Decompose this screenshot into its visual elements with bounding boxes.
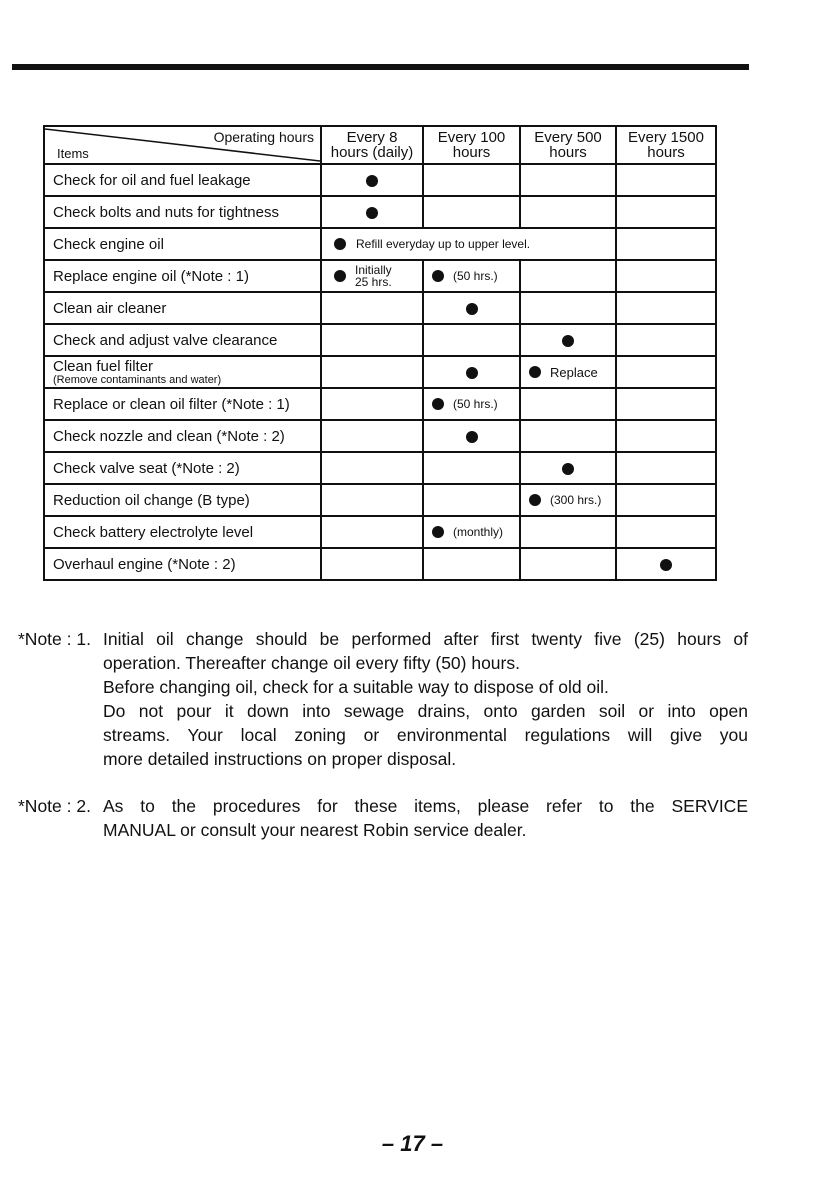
table-row: [44, 164, 716, 196]
note-body: As to the procedures for these items, please refer to the SERVICE MANUAL or consult your nearest Robin service dealer.: [103, 796, 748, 840]
table-row: [44, 452, 716, 484]
interval-note: (monthly): [453, 525, 504, 539]
check-dot-icon: [562, 335, 574, 347]
check-dot-icon: [466, 367, 478, 379]
note-label: *Note : 1.: [18, 629, 91, 649]
table-row: [44, 356, 716, 388]
note-label: *Note : 2.: [18, 796, 91, 816]
table-row: [44, 228, 716, 260]
check-dot-icon: [366, 175, 378, 187]
check-dot-icon: [366, 207, 378, 219]
check-dot-icon: [334, 270, 346, 282]
item-label: Check nozzle and clean (*Note : 2): [44, 420, 321, 452]
item-label: Check for oil and fuel leakage: [44, 164, 321, 196]
item-label: Overhaul engine (*Note : 2): [44, 548, 321, 580]
item-label: Check battery electrolyte level: [44, 516, 321, 548]
item-label: Replace or clean oil filter (*Note : 1): [44, 388, 321, 420]
check-dot-icon: [432, 270, 444, 282]
item-sub-label: (Remove contaminants and water): [53, 373, 222, 386]
interval-note: (300 hrs.): [550, 493, 602, 507]
check-dot-icon: [466, 303, 478, 315]
table-row: [44, 260, 716, 292]
check-dot-icon: [432, 526, 444, 538]
top-rule: [12, 64, 749, 70]
item-label: Reduction oil change (B type): [44, 484, 321, 516]
check-dot-icon: [529, 366, 541, 378]
page-number: – 17 –: [381, 1131, 444, 1156]
table-row: [44, 196, 716, 228]
item-label: Check and adjust valve clearance: [44, 324, 321, 356]
table-row: [44, 516, 716, 548]
refill-note: Refill everyday up to upper level.: [356, 237, 531, 251]
table-row: [44, 324, 716, 356]
maintenance-schedule-table: [43, 125, 717, 581]
col-header-500: Every 500 hours: [520, 126, 616, 164]
check-dot-icon: [334, 238, 346, 250]
check-dot-icon: [660, 559, 672, 571]
item-label: Clean fuel filter (Remove contaminants and water): [44, 356, 321, 388]
header-corner-cell: [44, 126, 321, 164]
item-label: Check valve seat (*Note : 2): [44, 452, 321, 484]
items-label: Items: [57, 146, 89, 161]
col-header-100: Every 100 hours: [423, 126, 520, 164]
table-row: [44, 388, 716, 420]
operating-hours-label: Operating hours: [213, 129, 314, 145]
item-label: Check engine oil: [44, 228, 321, 260]
table-row: [44, 484, 716, 516]
note-1: [18, 627, 748, 771]
check-dot-icon: [466, 431, 478, 443]
table-row: [44, 548, 716, 580]
table-row: [44, 420, 716, 452]
col-header-8: Every 8 hours (daily): [321, 126, 423, 164]
item-label: Replace engine oil (*Note : 1): [44, 260, 321, 292]
check-dot-icon: [529, 494, 541, 506]
check-dot-icon: [562, 463, 574, 475]
note-2: [18, 794, 748, 842]
initial-note: Initially 25 hrs.: [355, 263, 392, 289]
col-header-1500: Every 1500 hours: [616, 126, 716, 164]
note-body: Initial oil change should be performed after first twenty five (25) hours of operation. Thereafter change oil every fifty (50) hours. Before changing oil, check for a suitable way to dispose of old oil. Do not pour it down into sewage drains, onto garden soil or into open streams. Your local zoning or environmental regulations will give you more detailed instructions on proper disposal.: [103, 629, 748, 769]
check-dot-icon: [432, 398, 444, 410]
table-row: [44, 292, 716, 324]
header-row: [44, 126, 716, 164]
notes-section: [18, 627, 748, 865]
interval-note: (50 hrs.): [453, 269, 498, 283]
item-label: Check bolts and nuts for tightness: [44, 196, 321, 228]
item-label: Clean air cleaner: [44, 292, 321, 324]
replace-note: Replace: [550, 364, 598, 380]
interval-note: (50 hrs.): [453, 397, 498, 411]
